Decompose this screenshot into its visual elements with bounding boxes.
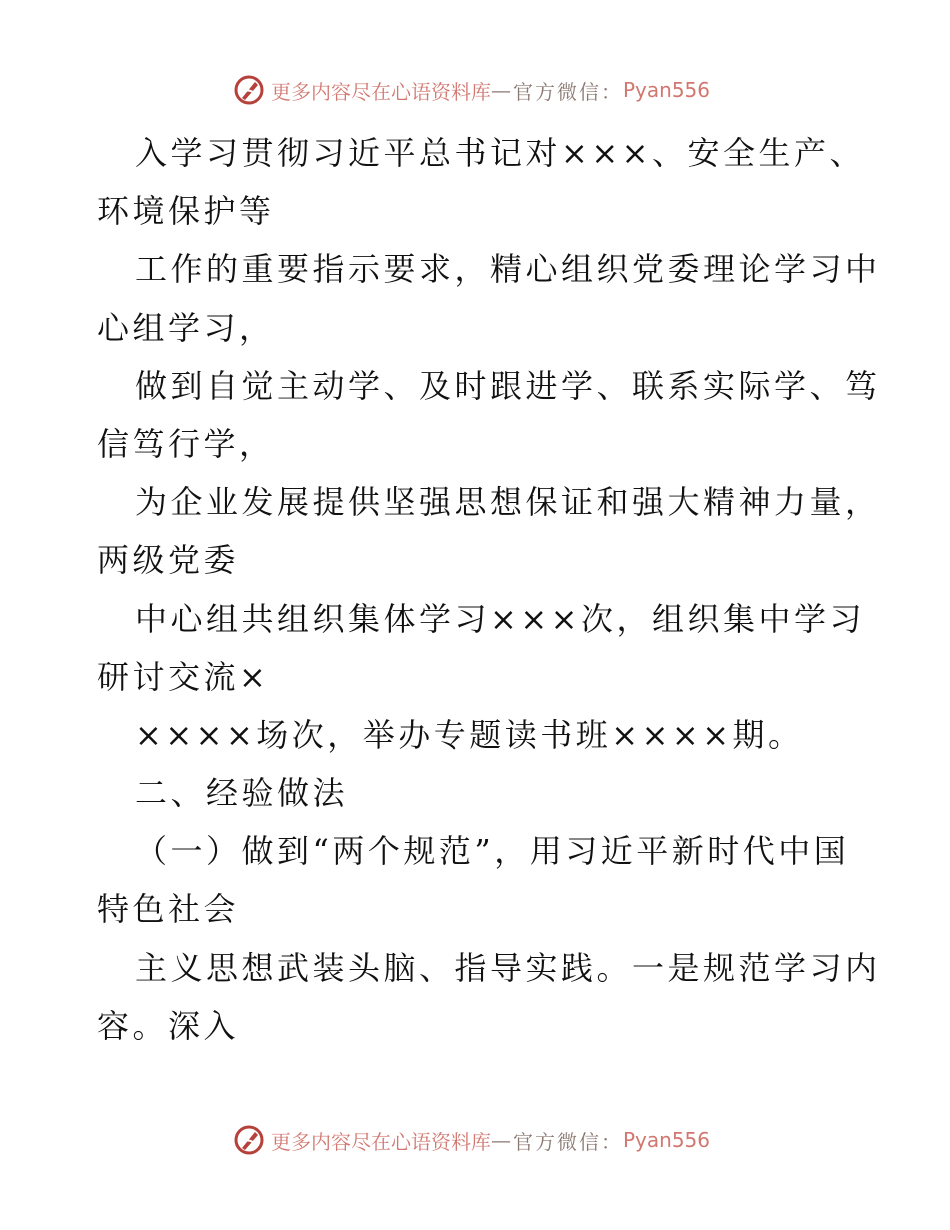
- text-line: 环境保护等: [97, 192, 275, 231]
- separator: —: [491, 1128, 513, 1152]
- document-body: [97, 124, 881, 1055]
- text-line: 二、经验做法: [135, 774, 349, 813]
- text-line: 容。深入: [97, 1006, 240, 1045]
- text-line: 特色社会: [97, 890, 240, 929]
- text-line: 研讨交流×: [97, 657, 270, 696]
- text-line: 为企业发展提供坚强思想保证和强大精神力量，: [135, 483, 881, 522]
- text-line: 做到自觉主动学、及时跟进学、联系实际学、笃: [135, 366, 881, 405]
- header-watermark-banner: [233, 73, 710, 107]
- quill-pen-logo-icon: [233, 74, 265, 106]
- text-line: （一）做到“两个规范”，用习近平新时代中国: [135, 832, 850, 871]
- brand-text: 更多内容尽在心语资料库: [271, 79, 491, 104]
- text-line: 信笃行学，: [97, 424, 275, 463]
- wechat-id: Pyan556: [623, 1128, 711, 1152]
- brand-text: 更多内容尽在心语资料库: [271, 1129, 491, 1154]
- quill-pen-logo-icon: [233, 1124, 265, 1156]
- wechat-id: Pyan556: [623, 78, 711, 102]
- text-line: 工作的重要指示要求，精心组织党委理论学习中: [135, 250, 881, 289]
- wechat-label: 官方微信：: [513, 79, 623, 104]
- text-line: 中心组共组织集体学习×××次，组织集中学习: [135, 599, 865, 638]
- wechat-label: 官方微信：: [513, 1129, 623, 1154]
- text-line: ××××场次，举办专题读书班××××期。: [135, 715, 804, 754]
- text-line: 入学习贯彻习近平总书记对×××、安全生产、: [135, 134, 865, 172]
- text-line: 心组学习，: [97, 308, 275, 347]
- footer-watermark-banner: [233, 1123, 710, 1157]
- separator: —: [491, 78, 513, 102]
- text-line: 主义思想武装头脑、指导实践。一是规范学习内: [135, 948, 881, 987]
- text-line: 两级党委: [97, 541, 240, 580]
